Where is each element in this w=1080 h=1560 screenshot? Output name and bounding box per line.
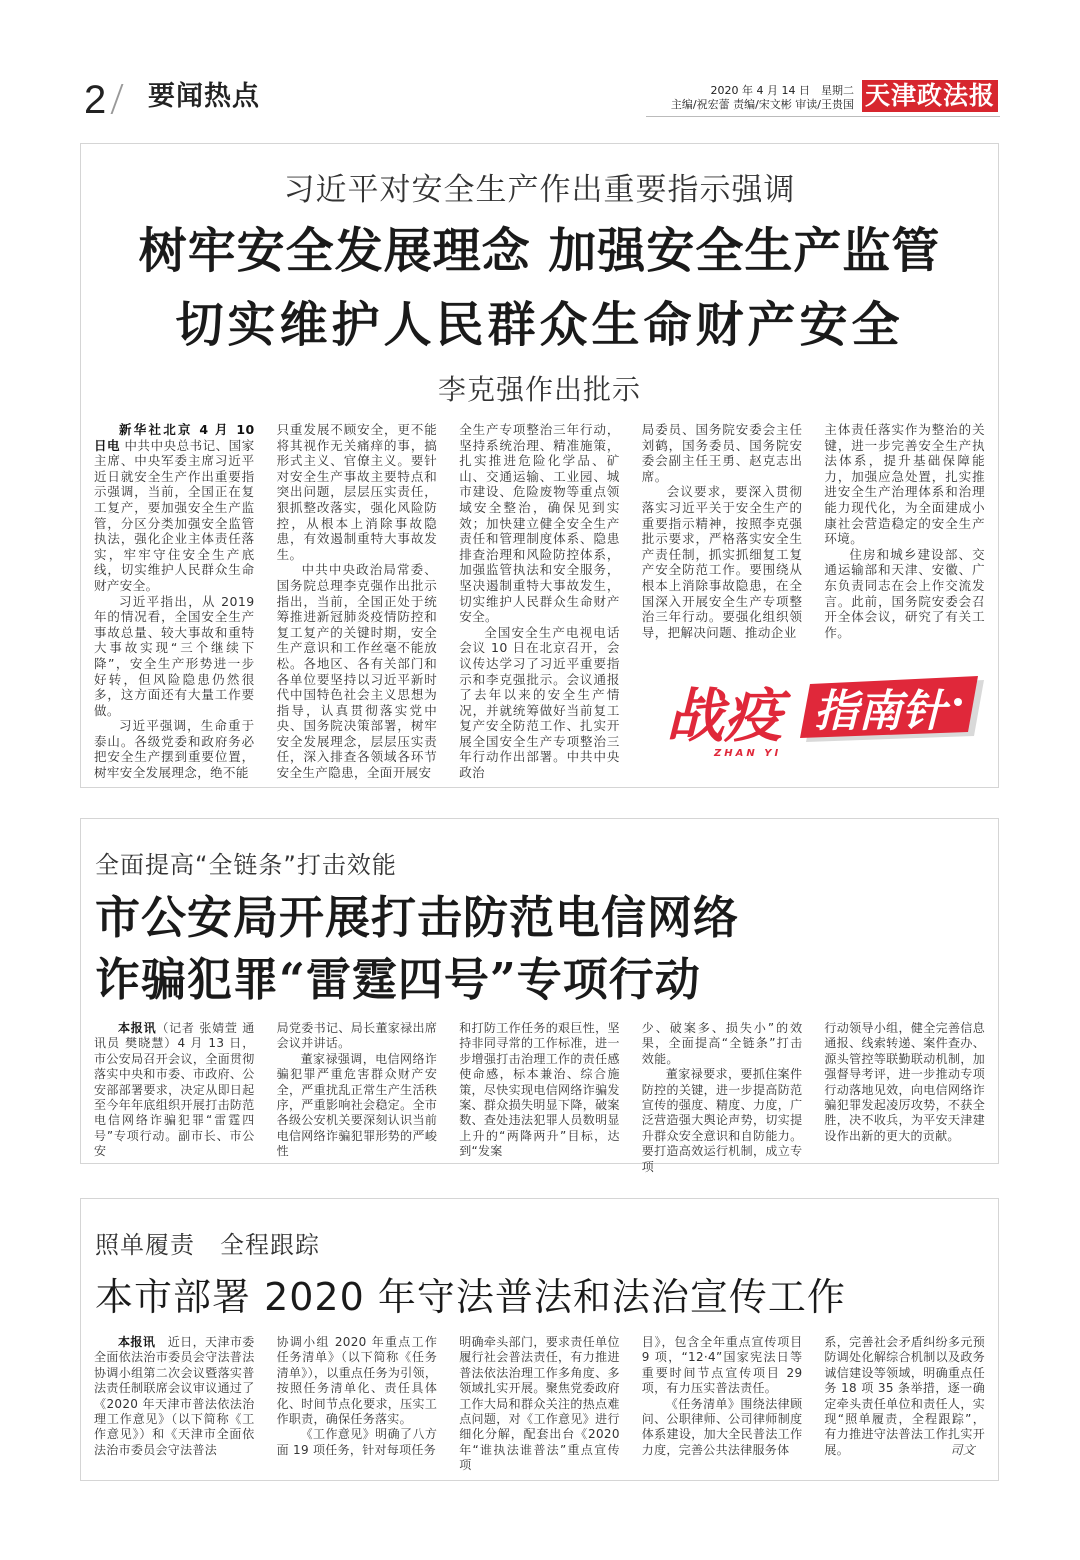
author-byline: 司文 [950, 1442, 975, 1457]
issue-info [671, 84, 854, 112]
header-rule [646, 116, 1000, 117]
article-kicker: 习近平对安全生产作出重要指示强调 [283, 172, 796, 208]
paragraph-text: 《工作意见》明确了八方面 19 项任务，针对每项任务 [276, 1427, 438, 1457]
paragraph [459, 1021, 620, 1160]
article-body [94, 1335, 985, 1474]
paragraph-text: 全国安全生产电视电话会议 10 日在北京召开，会议传达学习了习近平重要指示和李克强批示。会议通报了去年以来的安全生产情况，并就统筹做好当前复工复产安全防范工作、扎实开展全国安全生产专项整治三年行动作出部署。中共中央政治 [459, 624, 620, 781]
paragraph [277, 422, 438, 562]
paragraph-text: 目》，包含全年重点宣传项目 9 项，“12·4”国家宪法日等重要时间节点宣传项目 29 项，有力压实普法责任。 [641, 1335, 803, 1396]
paragraph-text: 行动领导小组，健全完善信息通报、线索转递、案件查办、源头管控等联勤联动机制，加强督导考评，进一步推动专项行动落地见效，向电信网络诈骗犯罪发起凌厉攻势，不获全胜，决不收兵，为平安天津建设作出新的更大的贡献。 [824, 1021, 985, 1143]
paragraph-text: 中共中央总书记、国家主席、中央军委主席习近平近日就安全生产作出重要指示强调，当前，全国正在复工复产，要加强安全生产监管，分区分类加强安全监管执法，强化企业主体责任落实，牢牢守住安全生产底线，切实维护人民群众生命财产安全。 [94, 437, 255, 593]
paragraph-text: 只重发展不顾安全，更不能将其视作无关痛痒的事，搞形式主义、官僚主义。要针对安全生产事故主要特点和突出问题，层层压实责任，狠抓整改落实，强化风险防控，从根本上消除事故隐患，有效遏制重特大事故发生。 [276, 422, 438, 562]
logo-text-zhanyi: 战疫 [666, 682, 783, 750]
article-kicker: 全面提高“全链条”打击效能 [95, 851, 397, 879]
paragraph-text: 董家禄要求，要抓住案件防控的关键，进一步提高防范宣传的强度、精度、力度，广泛营造强大舆论声势，切实提升群众安全意识和自防能力。要打造高效运行机制，成立专项 [641, 1067, 803, 1174]
paragraph [94, 1021, 255, 1160]
paragraph-text: 局委员、国务院安委会主任刘鹤，国务委员、国务院安委会副主任王勇、赵克志出席。 [641, 422, 803, 484]
paragraph [459, 422, 620, 625]
paragraph-text: 董家禄强调，电信网络诈骗犯罪严重危害群众财产安全，严重扰乱正常生产生活秩序，严重影响社会稳定。全市各级公安机关要深刻认识当前电信网络诈骗犯罪形势的严峻性 [276, 1051, 438, 1159]
paragraph [824, 1021, 985, 1144]
paragraph [94, 718, 255, 780]
text-column [94, 422, 255, 781]
article-kicker: 照单履责 全程跟踪 [95, 1231, 320, 1259]
paragraph [459, 1335, 620, 1474]
paragraph-text: 住房和城乡建设部、交通运输部和天津、安徽、广东负责同志在会上作交流发言。此前，国务院安委会召开全体会议，研究了有关工作。 [824, 546, 985, 640]
paragraph [824, 547, 985, 641]
article-telecom-fraud [80, 818, 999, 1174]
paragraph-text: 近日，天津市委全面依法治市委员会守法普法协调小组第二次会议暨落实普法责任制联席会议审议通过了《2020 年天津市普法依法治理工作意见》（以下简称《工作意见》）和《天津市全面依法治市委员会守法普法 [94, 1335, 255, 1457]
article-headline-line: 市公安局开展打击防范电信网络 [95, 891, 740, 944]
article-body [94, 1021, 985, 1175]
paragraph [277, 1052, 438, 1160]
paragraph-text: （记者 张婧萱 通讯员 樊晓慧）4 月 13 日，市公安局召开会议，全面贯彻落实中央和市委、市政府、公安部部署要求，决定从即日起至今年年底组织开展打击防范电信网络诈骗犯罪“雷霆四号”专项行动。副市长、市公安 [94, 1021, 255, 1159]
paragraph [94, 1335, 255, 1458]
dateline: 本报讯 [118, 1335, 156, 1349]
paragraph-text: 《任务清单》围绕法律顾问、公职律师、公司律师制度体系建设，加大全民普法工作力度，完善公共法律服务体 [641, 1396, 803, 1457]
zhanyi-compass-logo [656, 666, 986, 761]
text-column [459, 422, 620, 781]
text-column [459, 1335, 620, 1474]
paragraph [277, 562, 438, 780]
paragraph [642, 1067, 803, 1175]
text-column [824, 1335, 985, 1474]
paragraph-text: 协调小组 2020 年重点工作任务清单》（以下简称《任务清单》），以重点任务为引领，按照任务清单化、责任具体化、时间节点化要求，压实工作职责，确保任务落实。 [276, 1335, 438, 1427]
section-title: 要闻热点 [148, 81, 260, 112]
issue-date: 2020 年 4 月 14 日 星期二 [710, 84, 854, 97]
header-divider [111, 84, 124, 114]
paragraph-text: 系，完善社会矛盾纠纷多元预防调处化解综合机制以及政务诚信建设等领域，明确重点任务 18 项 35 条举措，逐一确定牵头责任单位和责任人，实现“照单履责，全程跟踪”，有力推进守法普法工作扎实开展。 [824, 1335, 985, 1457]
article-subhead: 李克强作出批示 [437, 373, 641, 406]
page-number: 2 [84, 78, 107, 122]
editor-credits: 主编/祝宏蕾 责编/宋文彬 审读/王贵国 [670, 98, 854, 111]
article-headline-line: 切实维护人民群众生命财产安全 [175, 297, 904, 353]
paragraph-text: 明确牵头部门，要求责任单位履行社会普法责任，有力推进普法依法治理工作多角度、多领域扎实开展。聚焦党委政府工作大局和群众关注的热点难点问题，对《工作意见》进行细化分解，配套出台《2020 年“谁执法谁普法”重点宣传项 [459, 1335, 620, 1473]
text-column [277, 422, 438, 781]
paragraph [824, 1335, 985, 1458]
text-column [94, 1335, 255, 1474]
text-column [94, 1021, 255, 1175]
compass-icon [954, 698, 962, 706]
paragraph [642, 1335, 803, 1397]
logo-pinyin: ZHAN YI [714, 748, 782, 759]
paragraph [824, 422, 985, 547]
logo-text-zhinanzhen: 指南针 [814, 686, 946, 737]
dateline: 新华社北京 4 月 10 日电 [94, 422, 255, 453]
paragraph [94, 594, 255, 719]
text-column [277, 1335, 438, 1474]
paragraph-text: 习近平强调，生命重于泰山。各级党委和政府务必把安全生产摆到重要位置，树牢安全发展理念，绝不能 [94, 718, 255, 781]
newspaper-masthead: 天津政法报 [862, 80, 998, 112]
paragraph-text: 会议要求，要深入贯彻落实习近平关于安全生产的重要指示精神，按照李克强批示要求，严格落实安全生产责任制，抓实抓细复工复产安全防范工作。要围绕从根本上消除事故隐患，在全国深入开展安全生产专项整治三年行动。要强化组织领导，把解决问题、推动企业 [641, 484, 803, 640]
paragraph-text: 少、破案多、损失小”的效果，全面提高“全链条”打击效能。 [641, 1021, 803, 1066]
article-safety-production [80, 143, 999, 788]
paragraph [642, 422, 803, 484]
dateline: 本报讯 [118, 1021, 157, 1035]
article-headline-line: 诈骗犯罪“雷霆四号”专项行动 [95, 953, 701, 1006]
paragraph [642, 1397, 803, 1459]
paragraph-text: 和打防工作任务的艰巨性，坚持非同寻常的工作标准，进一步增强打击治理工作的责任感使命感，标本兼治、综合施策，尽快实现电信网络诈骗发案、群众损失明显下降，破案数、查处违法犯罪人员数明显上升的“两降两升”目标，达到“发案 [459, 1021, 620, 1159]
paragraph [459, 625, 620, 781]
text-column [459, 1021, 620, 1175]
article-headline: 本市部署 2020 年守法普法和法治宣传工作 [95, 1275, 846, 1319]
article-headline-line: 树牢安全发展理念 加强安全生产监管 [138, 223, 941, 279]
paragraph [642, 1021, 803, 1067]
paragraph [277, 1427, 438, 1458]
paragraph-text: 中共中央政治局常委、国务院总理李克强作出批示指出，当前，全国正处于统筹推进新冠肺炎疫情防控和复工复产的关键时期，安全生产意识和工作丝毫不能放松。各地区、各有关部门和各单位要坚持以习近平新时代中国特色社会主义思想为指导，认真贯彻落实党中央、国务院决策部署，树牢安全发展理念，层层压实责任，深入排查各领域各环节安全生产隐患，全面开展安 [276, 562, 438, 781]
text-column [277, 1021, 438, 1175]
text-column [642, 1021, 803, 1175]
paragraph [642, 484, 803, 640]
article-law-publicity [80, 1198, 999, 1481]
text-column [824, 1021, 985, 1175]
paragraph [277, 1021, 438, 1052]
paragraph [277, 1335, 438, 1427]
paragraph-text: 主体责任落实作为整治的关键，进一步完善安全生产执法体系，提升基础保障能力，加强应急处置，扎实推进安全生产治理体系和治理能力现代化，为全面建成小康社会营造稳定的安全生产环境。 [824, 422, 985, 547]
paragraph-text: 局党委书记、局长董家禄出席会议并讲话。 [276, 1021, 438, 1051]
paragraph-text: 习近平指出，从 2019 年的情况看，全国安全生产事故总量、较大事故和重特大事故实现“三个继续下降”，安全生产形势进一步好转，但风险隐患仍然很多，这方面还有大量工作要做。 [94, 593, 255, 718]
paragraph [94, 422, 255, 594]
paragraph-text: 全生产专项整治三年行动，坚持系统治理、精准施策，扎实推进危险化学品、矿山、交通运输、工业园、城市建设、危险废物等重点领域安全整治，确保见到实效；加快建立健全安全生产责任和管理制度体系、隐患排查治理和风险防控体系，加强监管执法和安全服务，坚决遏制重特大事故发生，切实维护人民群众生命财产安全。 [459, 422, 620, 625]
text-column [642, 1335, 803, 1474]
